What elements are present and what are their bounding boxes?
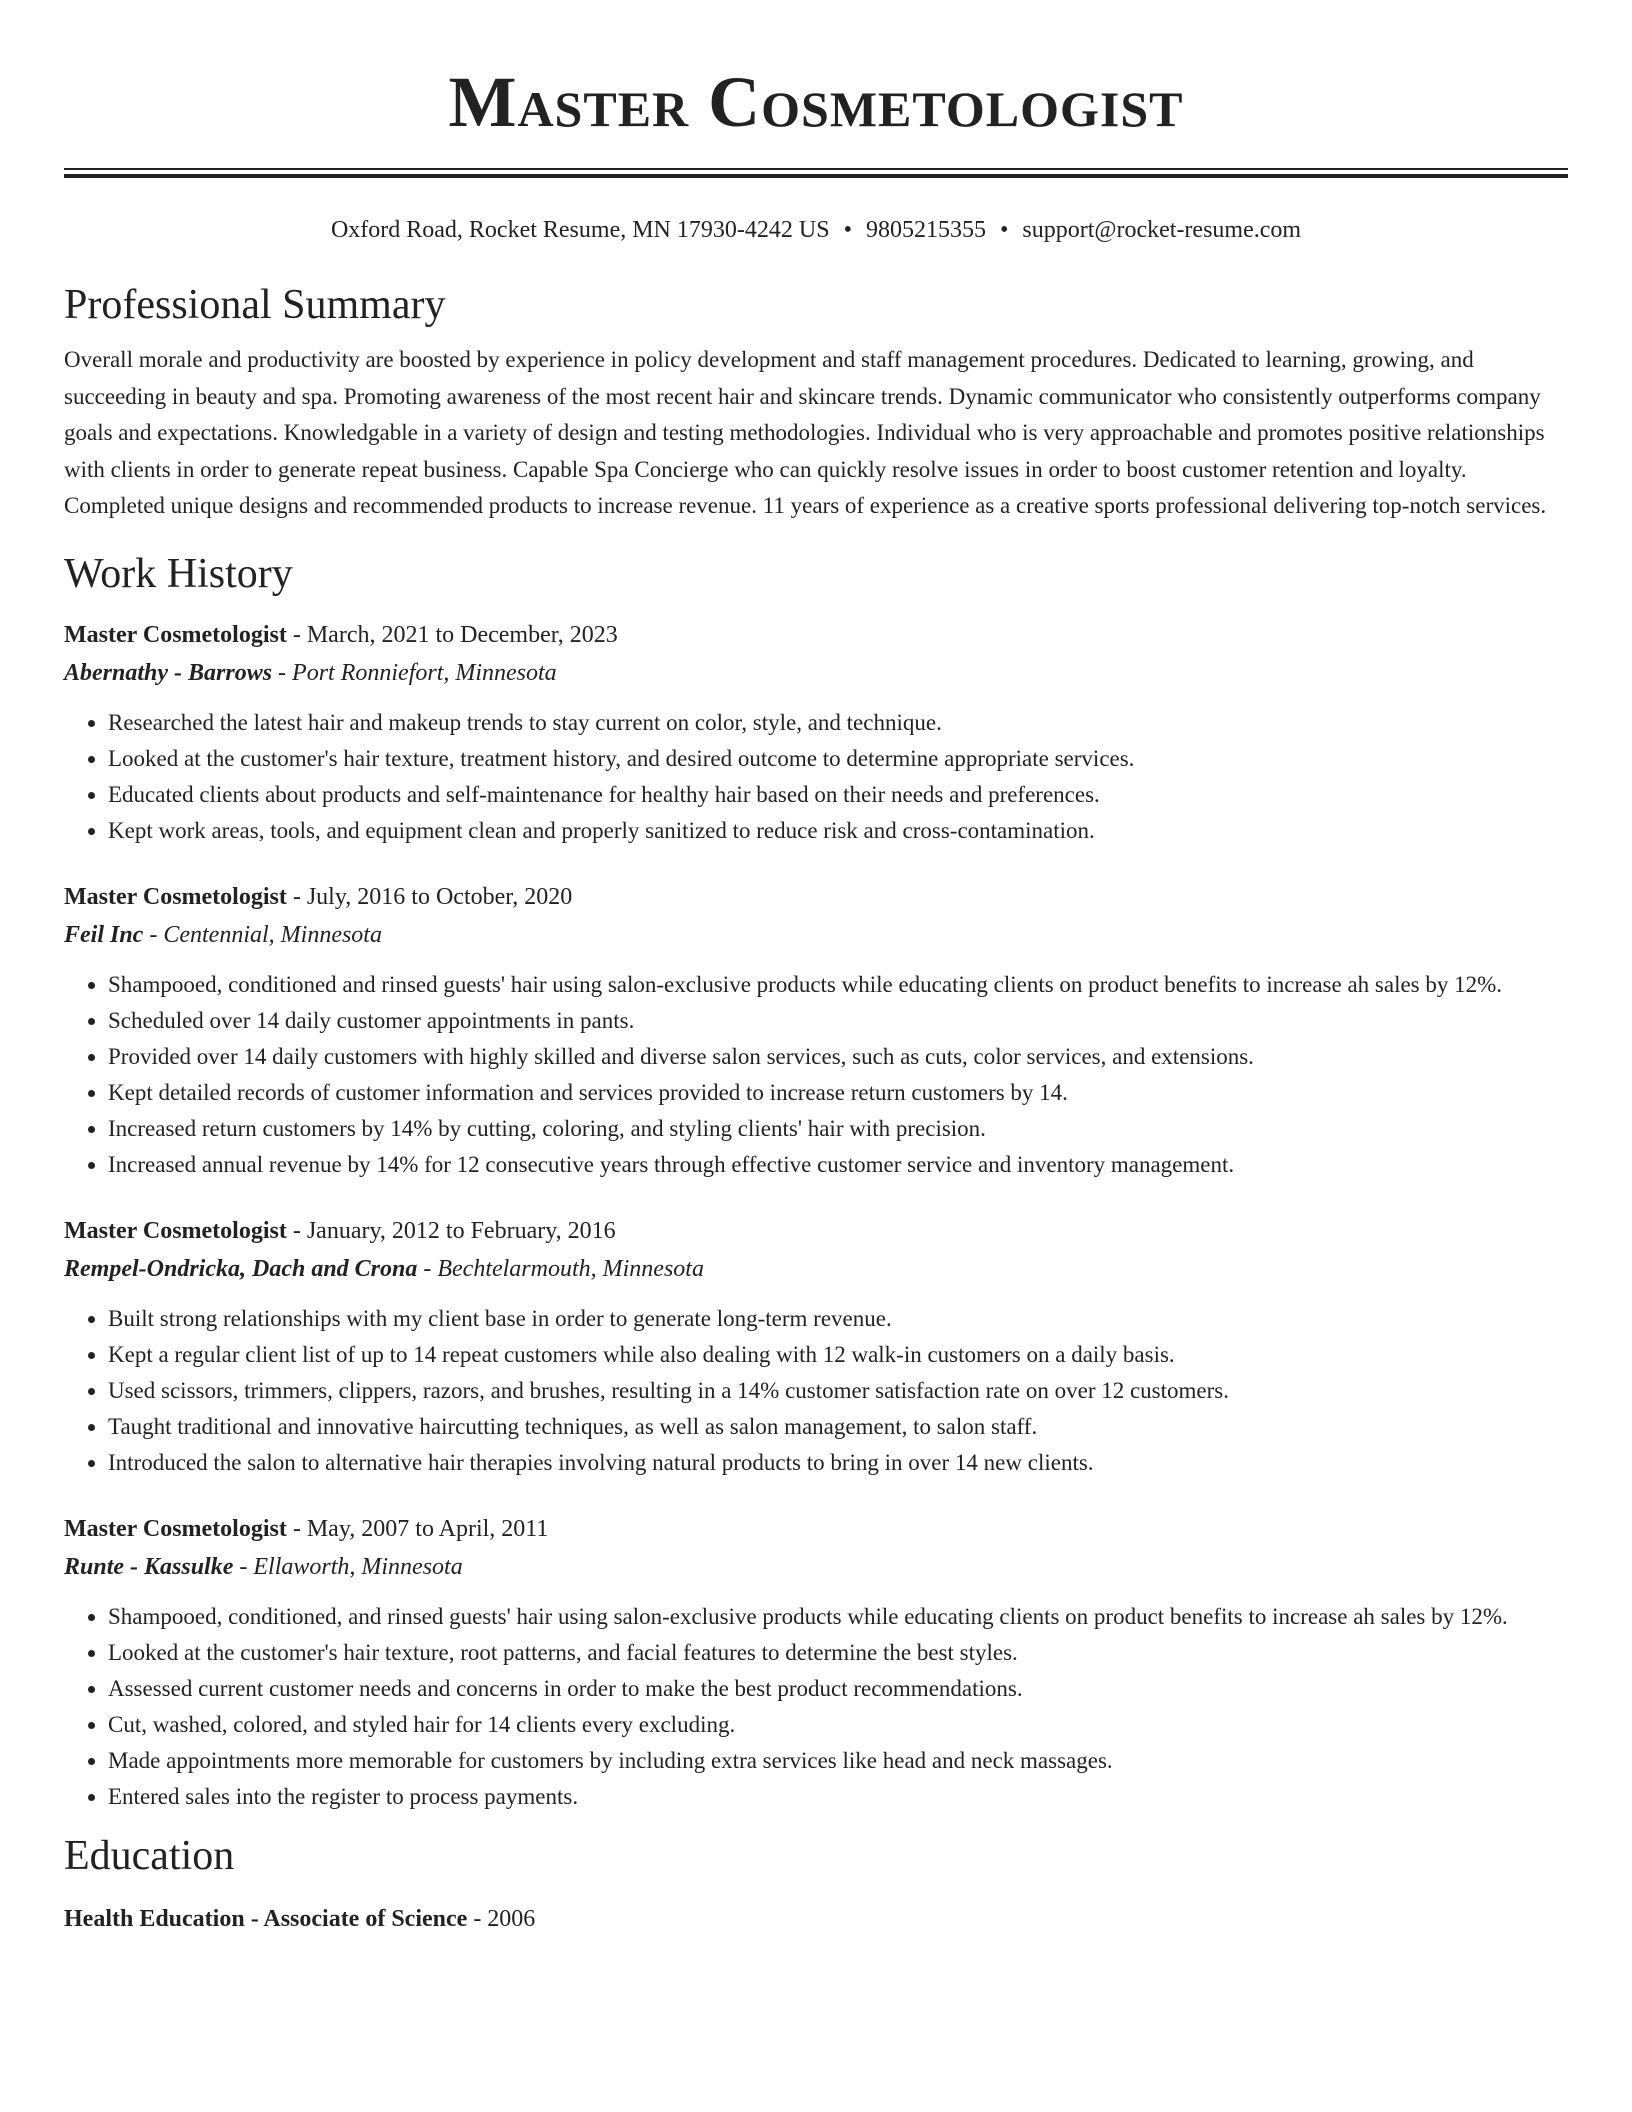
resume-title: Master Cosmetologist — [448, 62, 1184, 142]
section-professional-summary — [64, 280, 1568, 525]
job-title-line — [64, 617, 1568, 653]
job-title: Master Cosmetologist — [64, 1217, 287, 1244]
job-company-line — [64, 1547, 1568, 1587]
contact-phone: 9805215355 — [865, 217, 986, 243]
job-location: - Ellaworth, Minnesota — [233, 1553, 463, 1580]
job-bullet: • Introduced the salon to alternative hair therapies involving natural products to bring in over 14 new clients. — [108, 1445, 1568, 1481]
job-company-line — [64, 915, 1568, 955]
job-dates: - July, 2016 to October, 2020 — [286, 883, 573, 910]
job-bullet: • Shampooed, conditioned and rinsed guests' hair using salon-exclusive products while educating clients on product benefits to increase ah sales by 12%. — [108, 967, 1568, 1003]
contact-separator: • — [843, 217, 852, 243]
job-title: Master Cosmetologist — [64, 883, 287, 910]
contact-address: Oxford Road, Rocket Resume, MN 17930-4242 US — [330, 217, 830, 243]
job-bullet: • Used scissors, trimmers, clippers, razors, and brushes, resulting in a 14% customer satisfaction rate on over 12 customers. — [108, 1373, 1568, 1409]
job-bullet: • Taught traditional and innovative haircutting techniques, as well as salon management, to salon staff. — [108, 1409, 1568, 1445]
section-heading-education: Education — [64, 1832, 235, 1879]
job-bullet: • Kept detailed records of customer information and services provided to increase return customers by 14. — [108, 1075, 1568, 1111]
job-bullet: • Scheduled over 14 daily customer appointments in pants. — [108, 1003, 1568, 1039]
job-company: Rempel-Ondricka, Dach and Crona — [64, 1255, 418, 1282]
section-education — [64, 1831, 1568, 1937]
education-degree: Health Education - Associate of Science — [64, 1905, 468, 1932]
section-heading-work: Work History — [64, 550, 293, 597]
contact-email: support@rocket-resume.com — [1022, 217, 1302, 243]
job-title-line — [64, 1511, 1568, 1547]
job-bullet: • Cut, washed, colored, and styled hair for 14 clients every excluding. — [108, 1707, 1568, 1743]
job-title-line — [64, 879, 1568, 915]
job-bullet: • Assessed current customer needs and concerns in order to make the best product recommendations. — [108, 1671, 1568, 1707]
job-bullet: • Increased return customers by 14% by cutting, coloring, and styling clients' hair with precision. — [108, 1111, 1568, 1147]
job-bullet: • Made appointments more memorable for customers by including extra services like head and neck massages. — [108, 1743, 1568, 1779]
job-entry — [64, 1213, 1568, 1481]
education-year: - 2006 — [467, 1905, 536, 1932]
job-location: - Port Ronniefort, Minnesota — [272, 659, 557, 686]
job-bullet: • Entered sales into the register to process payments. — [108, 1779, 1568, 1815]
section-work-history — [64, 549, 1568, 1815]
divider-line-thin — [64, 168, 1568, 170]
job-dates: - May, 2007 to April, 2011 — [286, 1515, 549, 1542]
title-divider — [64, 168, 1568, 178]
job-bullet: • Looked at the customer's hair texture, root patterns, and facial features to determine the best styles. — [108, 1635, 1568, 1671]
job-bullets — [64, 967, 1568, 1183]
job-bullet: • Kept work areas, tools, and equipment clean and properly sanitized to reduce risk and cross-contamination. — [108, 813, 1568, 849]
job-bullet: • Built strong relationships with my client base in order to generate long-term revenue. — [108, 1301, 1568, 1337]
section-heading-summary: Professional Summary — [64, 282, 446, 328]
job-bullet: • Educated clients about products and self-maintenance for healthy hair based on their needs and preferences. — [108, 777, 1568, 813]
divider-line-thick — [64, 174, 1568, 178]
education-item — [64, 1901, 1568, 1937]
job-title: Master Cosmetologist — [64, 621, 287, 648]
job-company: Feil Inc — [64, 921, 144, 948]
contact-separator: • — [999, 217, 1009, 243]
job-bullets — [64, 705, 1568, 849]
job-company-line — [64, 653, 1568, 693]
summary-text: Overall morale and productivity are boosted by experience in policy development and staff management procedures. Dedicated to learning, growing, and succeeding in beauty and spa. Promoting awareness of the most recent hair and skincare trends. Dynamic communicator who consistently outperforms company goals and expectations. Knowledgable in a variety of design and testing methodologies. Individual who is very approachable and promotes positive relationships with clients in order to generate repeat business. Capable Spa Concierge who can quickly resolve issues in order to boost customer retention and loyalty. Completed unique designs and recommended products to increase revenue. 11 years of experience as a creative sports professional delivering top-notch services. — [64, 347, 1547, 518]
contact-line — [64, 214, 1568, 246]
job-entry — [64, 879, 1568, 1183]
job-location: - Centennial, Minnesota — [143, 921, 382, 948]
job-location: - Bechtelarmouth, Minnesota — [417, 1255, 704, 1282]
job-dates: - March, 2021 to December, 2023 — [286, 621, 618, 648]
job-bullet: • Increased annual revenue by 14% for 12 consecutive years through effective customer service and inventory management. — [108, 1147, 1568, 1183]
job-bullet: • Provided over 14 daily customers with highly skilled and diverse salon services, such as cuts, color services, and extensions. — [108, 1039, 1568, 1075]
job-company-line — [64, 1249, 1568, 1289]
job-company: Abernathy - Barrows — [64, 659, 273, 686]
job-bullet: • Shampooed, conditioned, and rinsed guests' hair using salon-exclusive products while educating clients on product benefits to increase ah sales by 12%. — [108, 1599, 1568, 1635]
job-bullet: • Kept a regular client list of up to 14 repeat customers while also dealing with 12 walk-in customers on a daily basis. — [108, 1337, 1568, 1373]
job-bullet: • Researched the latest hair and makeup trends to stay current on color, style, and technique. — [108, 705, 1568, 741]
resume-content — [64, 0, 1568, 1937]
job-bullets — [64, 1599, 1568, 1815]
job-entry — [64, 617, 1568, 849]
job-company: Runte - Kassulke — [64, 1553, 234, 1580]
job-title: Master Cosmetologist — [64, 1515, 287, 1542]
job-entry — [64, 1511, 1568, 1815]
job-bullet: • Looked at the customer's hair texture, treatment history, and desired outcome to determine appropriate services. — [108, 741, 1568, 777]
job-bullets — [64, 1301, 1568, 1481]
job-title-line — [64, 1213, 1568, 1249]
job-dates: - January, 2012 to February, 2016 — [286, 1217, 616, 1244]
